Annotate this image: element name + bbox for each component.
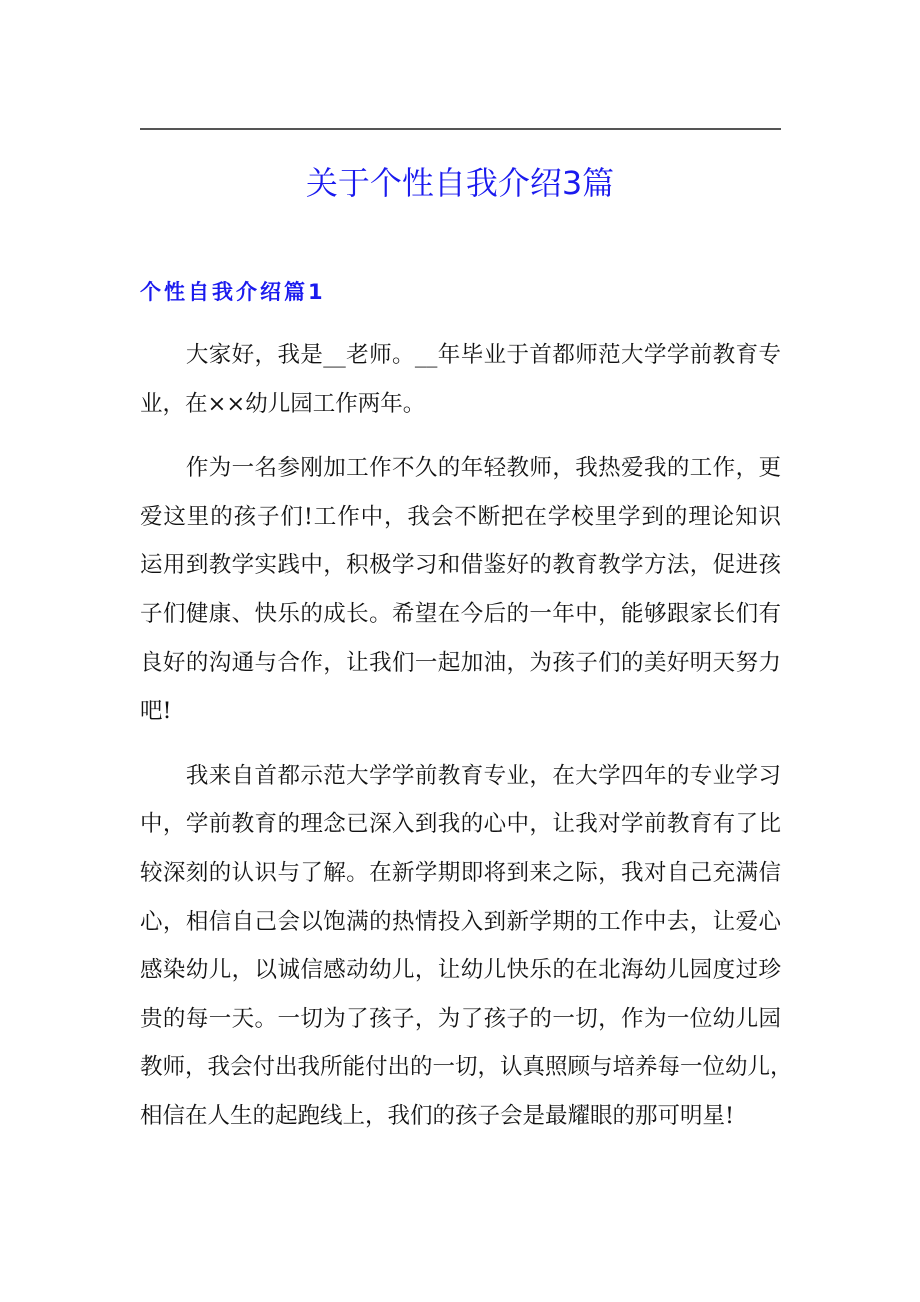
paragraph-line: 教师，我会付出我所能付出的一切，认真照顾与培养每一位幼儿， [140,1054,793,1081]
paragraph-line: 子们健康、快乐的成长。希望在今后的一年中，能够跟家长们有 [140,600,781,627]
section-heading: 个性自我介绍篇1 [140,280,326,304]
paragraph [140,444,781,736]
paragraph-line: 相信在人生的起跑线上，我们的孩子会是最耀眼的那可明星! [140,1102,735,1129]
paragraph-line: 业，在××幼儿园工作两年。 [140,390,426,417]
paragraph-line: 中，学前教育的理念已深入到我的心中，让我对学前教育有了比 [140,811,781,838]
paragraph-line: 运用到教学实践中，积极学习和借鉴好的教育教学方法，促进孩 [140,552,781,579]
paragraph-line: 大家好，我是__老师。__年毕业于首都师范大学学前教育专 [140,342,781,368]
paragraph-line: 较深刻的认识与了解。在新学期即将到来之际，我对自己充满信 [140,859,781,886]
paragraph [140,331,781,428]
paragraph-line: 作为一名参刚加工作不久的年轻教师，我热爱我的工作，更 [140,455,781,482]
paragraph-line: 心，相信自己会以饱满的热情投入到新学期的工作中去，让爱心 [140,908,781,935]
header-rule [140,128,781,130]
paragraph-line: 我来自首都示范大学学前教育专业，在大学四年的专业学习 [140,762,781,789]
paragraph-line: 爱这里的孩子们!工作中，我会不断把在学校里学到的理论知识 [140,503,781,530]
document-title: 关于个性自我介绍3篇 [305,164,615,202]
paragraph [140,752,793,1141]
paragraph-line: 贵的每一天。一切为了孩子，为了孩子的一切，作为一位幼儿园 [140,1005,781,1032]
paragraph-line: 吧! [140,698,172,725]
paragraph-line: 感染幼儿，以诚信感动幼儿，让幼儿快乐的在北海幼儿园度过珍 [140,957,781,984]
paragraph-line: 良好的沟通与合作，让我们一起加油，为孩子们的美好明天努力 [140,649,781,676]
document-body [140,331,793,1157]
